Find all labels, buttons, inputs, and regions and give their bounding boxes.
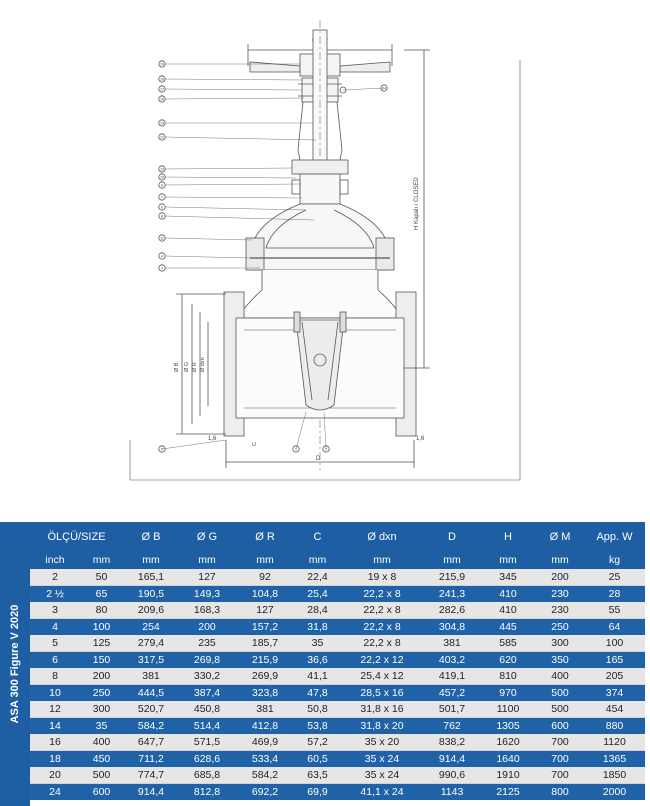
part-callout-leader bbox=[165, 137, 316, 140]
part-number-label: 6 bbox=[161, 205, 163, 210]
dim-dxn-label: Ø dxn bbox=[200, 357, 206, 372]
table-cell: 31,8 x 16 bbox=[340, 701, 424, 718]
header-b: Ø B bbox=[123, 522, 179, 552]
table-cell: 300 bbox=[80, 701, 123, 718]
table-cell: 18 bbox=[30, 751, 80, 768]
part-number-label: 17 bbox=[160, 87, 164, 92]
table-cell: 520,7 bbox=[123, 701, 179, 718]
table-cell: 762 bbox=[424, 718, 480, 735]
table-cell: 647,7 bbox=[123, 734, 179, 751]
unit-cell: mm bbox=[340, 552, 424, 569]
table-cell: 104,8 bbox=[235, 586, 295, 603]
table-cell: 35 x 24 bbox=[340, 751, 424, 768]
header-h: H bbox=[480, 522, 536, 552]
table-cell: 269,8 bbox=[179, 652, 235, 669]
table-cell: 419,1 bbox=[424, 668, 480, 685]
part-callout-leader bbox=[165, 207, 306, 210]
table-row bbox=[30, 701, 645, 718]
table-cell: 628,6 bbox=[179, 751, 235, 768]
table-cell: 1850 bbox=[584, 767, 645, 784]
table-cell: 381 bbox=[235, 701, 295, 718]
table-cell: 165,1 bbox=[123, 569, 179, 586]
table-cell: 25,4 bbox=[295, 586, 340, 603]
table-cell: 230 bbox=[536, 586, 584, 603]
table-cell: 35 x 24 bbox=[340, 767, 424, 784]
table-cell: 381 bbox=[424, 635, 480, 652]
table-cell: 100 bbox=[80, 619, 123, 636]
part-number-label: 5 bbox=[161, 447, 163, 452]
unit-cell: mm bbox=[179, 552, 235, 569]
table-cell: 215,9 bbox=[424, 569, 480, 586]
table-cell: 250 bbox=[536, 619, 584, 636]
table-cell: 444,5 bbox=[123, 685, 179, 702]
table-cell: 450,8 bbox=[179, 701, 235, 718]
part-number-label: 2 bbox=[325, 447, 327, 452]
header-r: Ø R bbox=[235, 522, 295, 552]
table-cell: 800 bbox=[536, 784, 584, 801]
table-row bbox=[30, 751, 645, 768]
table-cell: 410 bbox=[480, 602, 536, 619]
dim-c-label: C bbox=[252, 442, 258, 446]
table-cell: 1143 bbox=[424, 784, 480, 801]
table-cell: 514,4 bbox=[179, 718, 235, 735]
part-number-label: 3 bbox=[161, 266, 163, 271]
part-callout-leader bbox=[165, 184, 300, 185]
table-cell: 914,4 bbox=[424, 751, 480, 768]
part-number-label: 8 bbox=[161, 214, 163, 219]
table-cell: 150 bbox=[80, 652, 123, 669]
table-cell: 16 bbox=[30, 734, 80, 751]
spec-header-row bbox=[30, 522, 645, 552]
table-row bbox=[30, 602, 645, 619]
table-cell: 19 x 8 bbox=[340, 569, 424, 586]
table-cell: 457,2 bbox=[424, 685, 480, 702]
part-number-label: 15 bbox=[160, 121, 164, 126]
table-row bbox=[30, 734, 645, 751]
table-cell: 269,9 bbox=[235, 668, 295, 685]
gland-flange bbox=[292, 160, 348, 174]
table-cell: 250 bbox=[80, 685, 123, 702]
table-cell: 350 bbox=[536, 652, 584, 669]
unit-cell: mm bbox=[480, 552, 536, 569]
table-cell: 387,4 bbox=[179, 685, 235, 702]
table-cell: 469,9 bbox=[235, 734, 295, 751]
part-number-label: 11 bbox=[160, 236, 164, 241]
table-cell: 620 bbox=[480, 652, 536, 669]
table-cell: 8 bbox=[30, 668, 80, 685]
table-cell: 282,6 bbox=[424, 602, 480, 619]
table-row bbox=[30, 718, 645, 735]
table-cell: 1910 bbox=[480, 767, 536, 784]
table-row bbox=[30, 767, 645, 784]
table-cell: 22,2 x 8 bbox=[340, 602, 424, 619]
table-cell: 127 bbox=[179, 569, 235, 586]
part-number-label: 18 bbox=[160, 77, 164, 82]
header-m: Ø M bbox=[536, 522, 584, 552]
table-cell: 374 bbox=[584, 685, 645, 702]
table-cell: 1100 bbox=[480, 701, 536, 718]
table-cell: 4 bbox=[30, 619, 80, 636]
table-cell: 235 bbox=[179, 635, 235, 652]
table-cell: 25,4 x 12 bbox=[340, 668, 424, 685]
part-number-label: 9 bbox=[161, 183, 163, 188]
part-callout-leader bbox=[165, 79, 302, 80]
table-cell: 241,3 bbox=[424, 586, 480, 603]
packing-box bbox=[300, 174, 340, 204]
bonnet-bolt-left bbox=[246, 238, 264, 270]
table-cell: 60,5 bbox=[295, 751, 340, 768]
table-cell: 501,7 bbox=[424, 701, 480, 718]
table-cell: 25 bbox=[584, 569, 645, 586]
table-row bbox=[30, 668, 645, 685]
table-cell: 300 bbox=[536, 635, 584, 652]
table-row bbox=[30, 652, 645, 669]
table-cell: 454 bbox=[584, 701, 645, 718]
part-callout-leader bbox=[165, 89, 302, 90]
table-cell: 400 bbox=[80, 734, 123, 751]
header-g: Ø G bbox=[179, 522, 235, 552]
table-cell: 3 bbox=[30, 602, 80, 619]
unit-cell: mm bbox=[295, 552, 340, 569]
table-cell: 31,8 x 20 bbox=[340, 718, 424, 735]
part-number-label: 10 bbox=[160, 175, 164, 180]
table-cell: 168,3 bbox=[179, 602, 235, 619]
table-cell: 200 bbox=[80, 668, 123, 685]
table-cell: 1365 bbox=[584, 751, 645, 768]
handwheel-arm-right bbox=[340, 62, 390, 72]
unit-cell: mm bbox=[123, 552, 179, 569]
table-cell: 41,1 bbox=[295, 668, 340, 685]
table-cell: 125 bbox=[80, 635, 123, 652]
table-cell: 571,5 bbox=[179, 734, 235, 751]
table-cell: 412,8 bbox=[235, 718, 295, 735]
table-cell: 445 bbox=[480, 619, 536, 636]
table-cell: 774,7 bbox=[123, 767, 179, 784]
table-cell: 317,5 bbox=[123, 652, 179, 669]
table-cell: 1620 bbox=[480, 734, 536, 751]
table-row bbox=[30, 635, 645, 652]
table-cell: 47,8 bbox=[295, 685, 340, 702]
table-cell: 127 bbox=[235, 602, 295, 619]
part-callout-leader bbox=[165, 98, 304, 99]
unit-cell: mm bbox=[424, 552, 480, 569]
table-cell: 990,6 bbox=[424, 767, 480, 784]
yoke-arm-left bbox=[298, 102, 303, 160]
dim-g-label: Ø G bbox=[184, 361, 190, 372]
bonnet-bolt-right bbox=[376, 238, 394, 270]
table-cell: 323,8 bbox=[235, 685, 295, 702]
table-cell: 970 bbox=[480, 685, 536, 702]
table-cell: 400 bbox=[536, 668, 584, 685]
table-cell: 810 bbox=[480, 668, 536, 685]
header-weight: App. W bbox=[584, 522, 645, 552]
handwheel-arm-left bbox=[250, 62, 300, 72]
header-d: D bbox=[424, 522, 480, 552]
table-cell: 28,5 x 16 bbox=[340, 685, 424, 702]
table-cell: 345 bbox=[480, 569, 536, 586]
table-cell: 14 bbox=[30, 718, 80, 735]
table-cell: 22,2 x 12 bbox=[340, 652, 424, 669]
unit-cell: mm bbox=[80, 552, 123, 569]
table-cell: 2 bbox=[30, 569, 80, 586]
table-cell: 500 bbox=[80, 767, 123, 784]
table-row bbox=[30, 619, 645, 636]
table-cell: 230 bbox=[536, 602, 584, 619]
table-cell: 330,2 bbox=[179, 668, 235, 685]
header-size: ÖLÇÜ/SIZE bbox=[30, 522, 123, 552]
table-row bbox=[30, 685, 645, 702]
table-cell: 2 ½ bbox=[30, 586, 80, 603]
table-cell: 22,2 x 8 bbox=[340, 635, 424, 652]
part-number-label: 4 bbox=[161, 254, 163, 259]
table-cell: 1640 bbox=[480, 751, 536, 768]
table-cell: 838,2 bbox=[424, 734, 480, 751]
table-cell: 20 bbox=[30, 767, 80, 784]
table-cell: 585 bbox=[480, 635, 536, 652]
table-cell: 35 x 20 bbox=[340, 734, 424, 751]
part-number-label: 13 bbox=[160, 167, 164, 172]
table-cell: 149,3 bbox=[179, 586, 235, 603]
table-cell: 254 bbox=[123, 619, 179, 636]
table-cell: 209,6 bbox=[123, 602, 179, 619]
table-cell: 304,8 bbox=[424, 619, 480, 636]
part-number-label: 14 bbox=[382, 86, 386, 91]
table-cell: 36,6 bbox=[295, 652, 340, 669]
dim-d-label: D bbox=[316, 456, 321, 462]
table-cell: 584,2 bbox=[235, 767, 295, 784]
dim-r-label: Ø R bbox=[192, 362, 198, 372]
table-cell: 41,1 x 24 bbox=[340, 784, 424, 801]
table-cell: 200 bbox=[536, 569, 584, 586]
table-row bbox=[30, 586, 645, 603]
part-number-label: 16 bbox=[160, 97, 164, 102]
spec-table bbox=[30, 522, 645, 800]
table-cell: 700 bbox=[536, 767, 584, 784]
table-cell: 28,4 bbox=[295, 602, 340, 619]
table-cell: 50,8 bbox=[295, 701, 340, 718]
table-cell: 700 bbox=[536, 751, 584, 768]
table-cell: 711,2 bbox=[123, 751, 179, 768]
header-c: C bbox=[295, 522, 340, 552]
part-callout-leader bbox=[165, 168, 292, 169]
part-callout-leader bbox=[165, 197, 302, 198]
unit-cell: mm bbox=[235, 552, 295, 569]
table-cell: 600 bbox=[80, 784, 123, 801]
table-cell: 69,9 bbox=[295, 784, 340, 801]
part-number-label: 7 bbox=[161, 195, 163, 200]
table-cell: 157,2 bbox=[235, 619, 295, 636]
table-cell: 10 bbox=[30, 685, 80, 702]
table-cell: 80 bbox=[80, 602, 123, 619]
table-cell: 500 bbox=[536, 701, 584, 718]
table-row bbox=[30, 569, 645, 586]
table-cell: 200 bbox=[179, 619, 235, 636]
unit-cell: kg bbox=[584, 552, 645, 569]
bonnet bbox=[252, 204, 388, 270]
table-cell: 914,4 bbox=[123, 784, 179, 801]
side-title-bar bbox=[0, 522, 30, 806]
height-dim-label: H Kapalı / CLOSED bbox=[414, 177, 420, 230]
table-cell: 22,2 x 8 bbox=[340, 619, 424, 636]
part-number-label: 19 bbox=[160, 62, 164, 67]
table-cell: 22,4 bbox=[295, 569, 340, 586]
table-cell: 812,8 bbox=[179, 784, 235, 801]
table-cell: 2125 bbox=[480, 784, 536, 801]
part-callout-leader bbox=[165, 238, 252, 240]
table-cell: 57,2 bbox=[295, 734, 340, 751]
table-cell: 584,2 bbox=[123, 718, 179, 735]
table-cell: 2000 bbox=[584, 784, 645, 801]
table-cell: 692,2 bbox=[235, 784, 295, 801]
table-cell: 100 bbox=[584, 635, 645, 652]
table-cell: 5 bbox=[30, 635, 80, 652]
table-cell: 190,5 bbox=[123, 586, 179, 603]
part-callout-leader bbox=[165, 177, 296, 178]
table-cell: 880 bbox=[584, 718, 645, 735]
dim-16-right-label: 1,6 bbox=[416, 436, 425, 442]
table-cell: 450 bbox=[80, 751, 123, 768]
table-row bbox=[30, 784, 645, 801]
table-cell: 685,8 bbox=[179, 767, 235, 784]
part-number-label: 1 bbox=[295, 447, 297, 452]
unit-cell: inch bbox=[30, 552, 80, 569]
part-number-label: 12 bbox=[160, 135, 164, 140]
table-cell: 500 bbox=[536, 685, 584, 702]
table-cell: 533,4 bbox=[235, 751, 295, 768]
part-callout-leader bbox=[343, 88, 384, 90]
table-cell: 165 bbox=[584, 652, 645, 669]
yoke-arm-right bbox=[337, 102, 342, 160]
table-cell: 700 bbox=[536, 734, 584, 751]
valve-body-neck bbox=[238, 270, 402, 318]
table-cell: 279,4 bbox=[123, 635, 179, 652]
part-callout-leader bbox=[162, 440, 226, 449]
table-cell: 24 bbox=[30, 784, 80, 801]
table-cell: 1305 bbox=[480, 718, 536, 735]
spec-table-section bbox=[0, 522, 650, 806]
table-cell: 381 bbox=[123, 668, 179, 685]
table-cell: 1120 bbox=[584, 734, 645, 751]
table-cell: 12 bbox=[30, 701, 80, 718]
table-cell: 6 bbox=[30, 652, 80, 669]
table-cell: 205 bbox=[584, 668, 645, 685]
table-cell: 65 bbox=[80, 586, 123, 603]
table-cell: 215,9 bbox=[235, 652, 295, 669]
table-cell: 55 bbox=[584, 602, 645, 619]
table-cell: 410 bbox=[480, 586, 536, 603]
dim-16-left-label: 1,6 bbox=[208, 436, 217, 442]
table-cell: 35 bbox=[295, 635, 340, 652]
unit-cell: mm bbox=[536, 552, 584, 569]
table-cell: 53,8 bbox=[295, 718, 340, 735]
table-cell: 35 bbox=[80, 718, 123, 735]
table-cell: 64 bbox=[584, 619, 645, 636]
table-cell: 185,7 bbox=[235, 635, 295, 652]
table-cell: 22,2 x 8 bbox=[340, 586, 424, 603]
header-dxn: Ø dxn bbox=[340, 522, 424, 552]
table-cell: 63,5 bbox=[295, 767, 340, 784]
table-cell: 403,2 bbox=[424, 652, 480, 669]
table-cell: 28 bbox=[584, 586, 645, 603]
table-cell: 50 bbox=[80, 569, 123, 586]
table-cell: 600 bbox=[536, 718, 584, 735]
table-cell: 92 bbox=[235, 569, 295, 586]
dim-b-label: Ø B bbox=[174, 362, 180, 372]
side-title: ASA 300 Figure V 2020 bbox=[9, 604, 21, 724]
spec-units-row bbox=[30, 552, 645, 569]
part-callout-leader bbox=[165, 256, 252, 258]
table-cell: 31,8 bbox=[295, 619, 340, 636]
